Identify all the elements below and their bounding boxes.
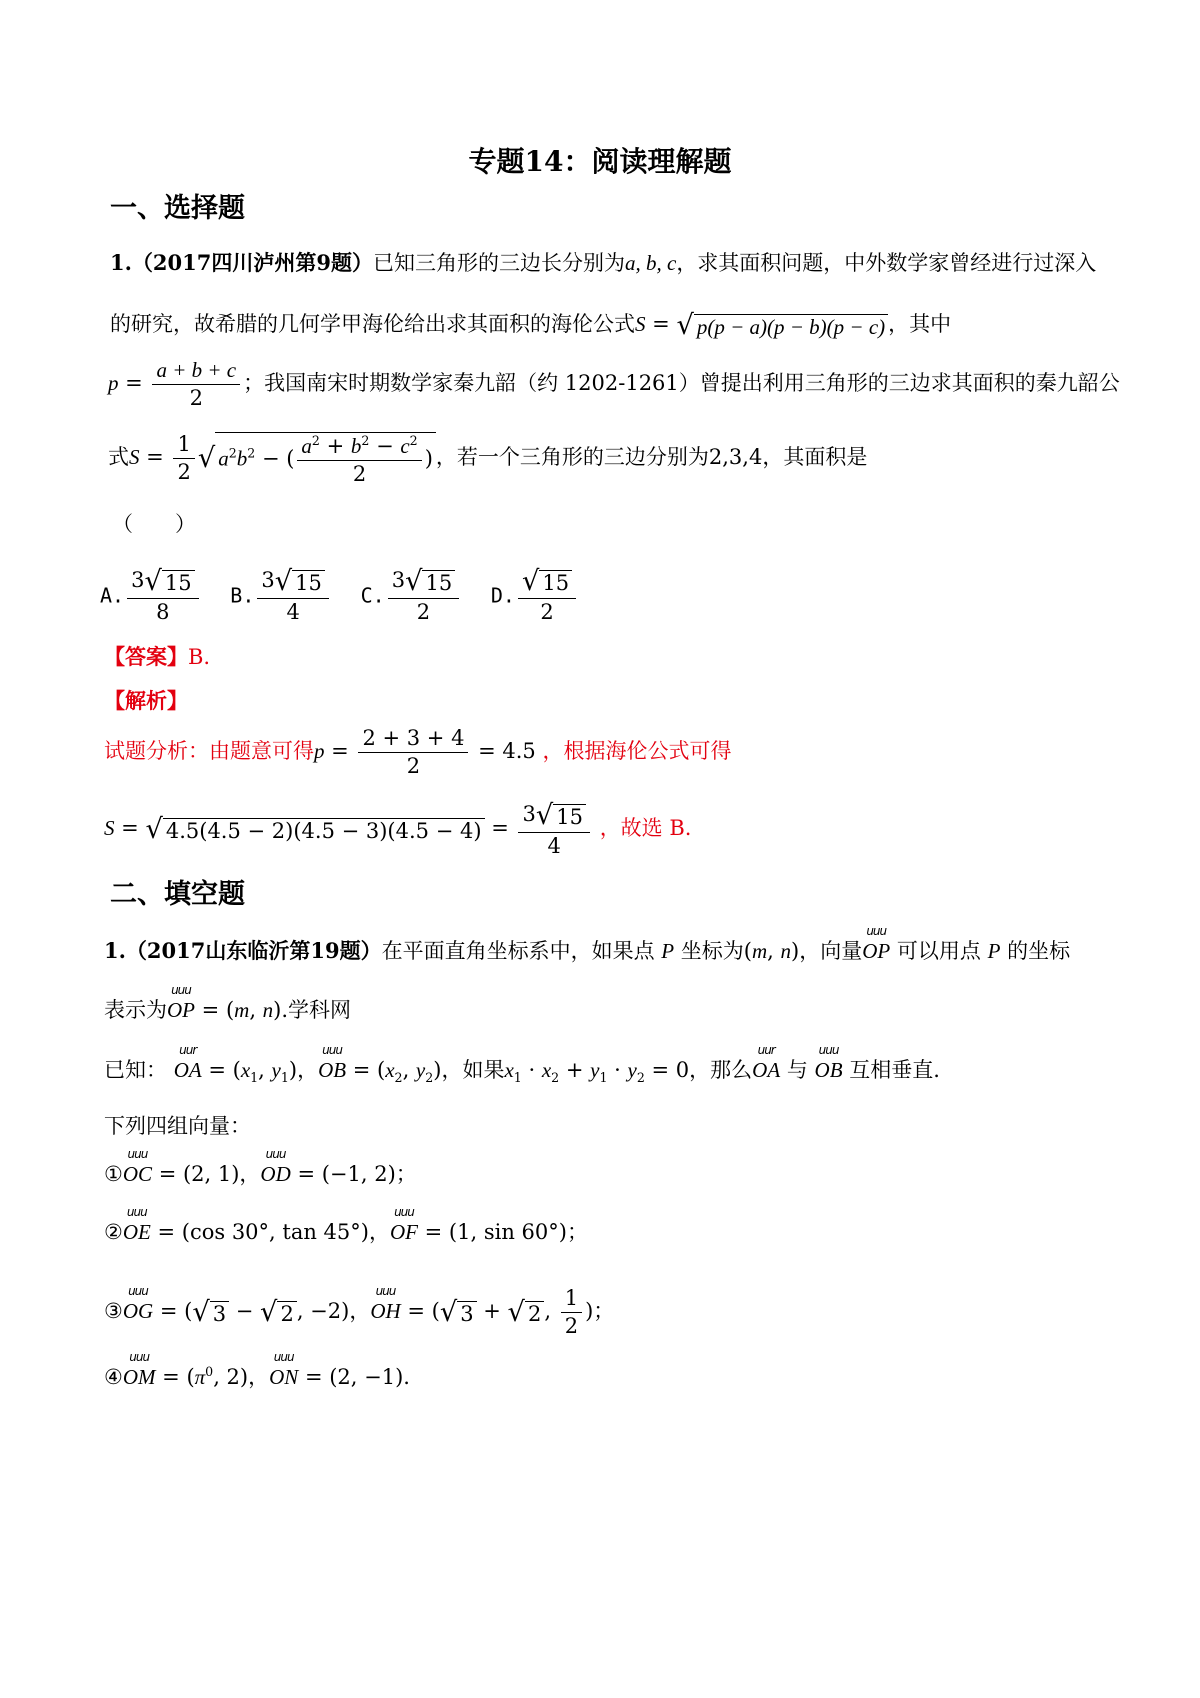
p-fraction: $\frac{a + b + c}{2}$ [152, 360, 240, 409]
option-c[interactable]: C. $\frac{3√ 15}{2}$ [361, 568, 463, 623]
q2-item4: ④ uuu OM = ($\pi^0$, 2)， uuu ON = (2, −1). [104, 1350, 410, 1389]
q1-answer-paren: （ ） [112, 512, 196, 536]
analysis-line2: S = √ 4.5(4.5 − 2)(4.5 − 3)(4.5 − 4) = $\frac{3√ 15}{4}$ ，故选 B. [104, 800, 692, 859]
q2-item2: ② uuu OE = (cos 30°, tan 45°)， uuu OF = (1, sin 60°)； [104, 1205, 588, 1244]
q1-line2: 的研究，故希腊的几何学甲海伦给出求其面积的海伦公式S = √ p(p − a)(p − b)(p − c) ，其中 [110, 310, 952, 341]
heron-formula: √ p(p − a)(p − b)(p − c) [676, 312, 888, 339]
q2-line2: 表示为 uuu OP = (m, n).学科网 [104, 983, 352, 1022]
answer-line: 【答案】B. [104, 644, 211, 669]
q1-line3: p = $\frac{a + b + c}{2}$ ；我国南宋时期数学家秦九韶（约 1202-1261）曾提出利用三角形的三边求其面积的秦九韶公 [108, 358, 1120, 410]
section-heading-fill: 二、填空题 [110, 879, 245, 910]
q1-source: 1.（2017四川泸州第9题） [110, 250, 373, 275]
page-title: 专题14：阅读理解题 [468, 145, 732, 178]
q1-options [100, 568, 601, 623]
option-a[interactable]: A. $\frac{3√ 15}{8}$ [100, 568, 202, 623]
q1-line1: 1.（2017四川泸州第9题）已知三角形的三边长分别为a, b, c，求其面积问题，中外数学家曾经进行过深入 [110, 250, 1097, 275]
q1-line4: 式S = $\frac{1}{2}$ √ $a^2b^2$ − ( $\frac{a^2 + b^2 - c^2}{2}$ ) ，若一个三角形的三边分别为2,3,4，其面积是 [108, 432, 868, 486]
qin-formula: √ $a^2b^2$ − ( $\frac{a^2 + b^2 - c^2}{2}$ ) [198, 432, 436, 485]
analysis-label: 【解析】 [104, 688, 188, 713]
section-heading-choice: 一、选择题 [110, 193, 245, 224]
q2-line4: 下列四组向量： [104, 1114, 251, 1138]
analysis-line1: 试题分析：由题意可得p = $\frac{2 + 3 + 4}{2}$ = 4.5 ，根据海伦公式可得 [104, 726, 732, 778]
option-b[interactable]: B. $\frac{3√ 15}{4}$ [230, 568, 332, 623]
q2-item3: ③ uuu OG = (√ 3 − √ 2 , −2)， uuu OH = (√ 3 + √ 2 , $\frac{1}{2}$ )； [104, 1284, 615, 1338]
q2-line3: 已知： uur OA = ($x_1$, $y_1$)， uuu OB = ($x_2$, $y_2$)，如果$x_1 \cdot x_2 + y_1 \cdot y_2 = 0$，那么 uur OA 与 uuu OB 互相垂直. [104, 1043, 940, 1086]
q2-item1: ① uuu OC = (2, 1)， uuu OD = (−1, 2)； [104, 1147, 417, 1186]
option-d[interactable]: D. $\frac{√ 15}{2}$ [491, 568, 579, 623]
q2-line1: 1.（2017山东临沂第19题）在平面直角坐标系中，如果点 P 坐标为(m, n)，向量 uuu OP 可以用点 P 的坐标 [104, 924, 1071, 963]
